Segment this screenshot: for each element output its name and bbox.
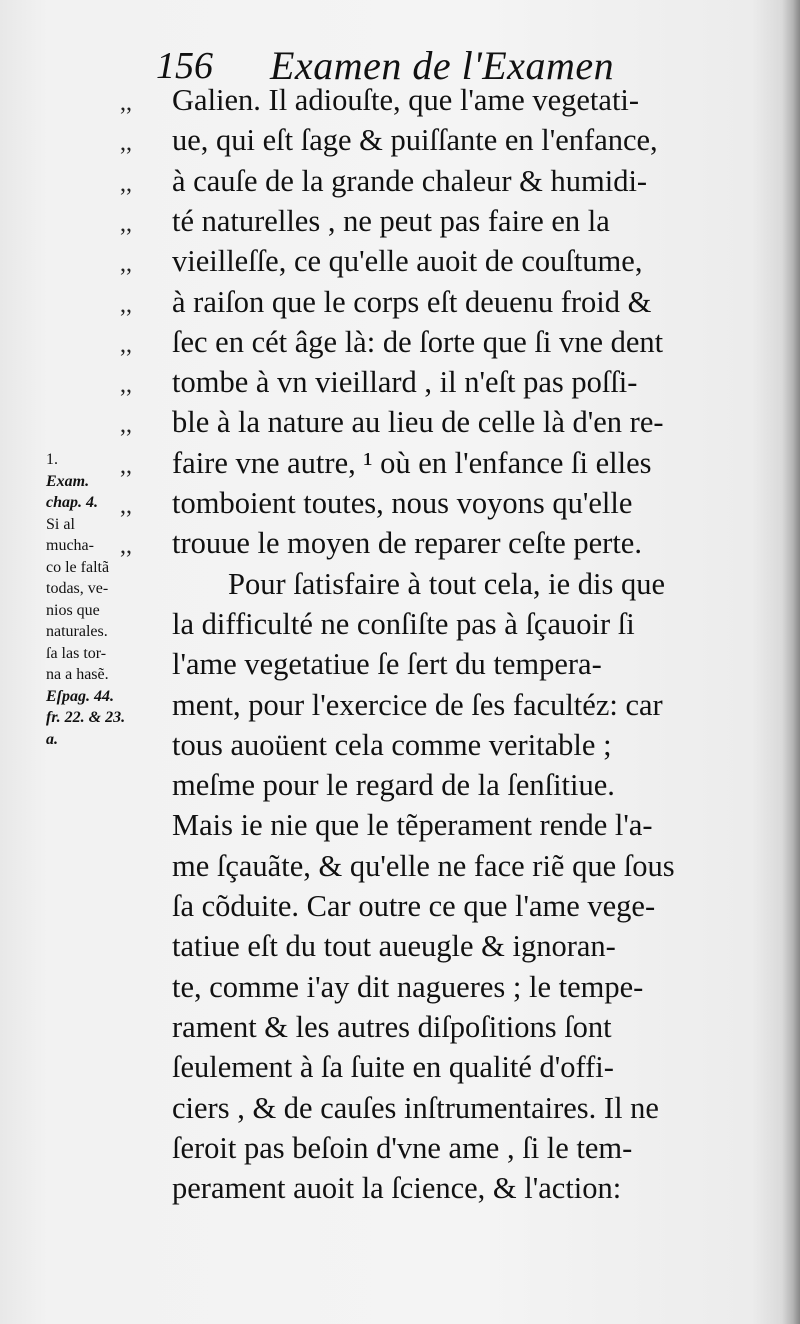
text-line-content: meſme pour le regard de la ſenſitiue. xyxy=(172,768,615,803)
text-line-content: ble à la nature au lieu de celle là d'en re- xyxy=(172,405,664,440)
text-line xyxy=(120,805,653,845)
text-line xyxy=(120,886,655,926)
text-line xyxy=(120,362,637,402)
text-line-content: tombe à vn vieillard , il n'eſt pas poſſi- xyxy=(172,365,638,400)
text-line-content: rament & les autres diſpoſitions ſont xyxy=(172,1009,612,1044)
margin-note-line: nios que xyxy=(46,601,100,619)
margin-note-line: ſa las tor- xyxy=(46,644,107,662)
text-line-content: te, comme i'ay dit nagueres ; le tempe- xyxy=(172,969,644,1004)
quotation-mark: ,, xyxy=(120,210,132,237)
text-line xyxy=(120,443,652,483)
text-line-content: ſeulement à ſa ſuite en qualité d'offi- xyxy=(172,1050,614,1085)
text-line xyxy=(120,685,663,725)
text-line-content: l'ame vegetatiue ſe ſert du tempera- xyxy=(172,647,602,682)
text-line xyxy=(120,161,647,201)
margin-note-line: Si al xyxy=(46,515,75,533)
text-line-content: ciers , & de cauſes inſtrumentaires. Il ne xyxy=(172,1090,659,1125)
quotation-mark: ,, xyxy=(120,170,132,197)
text-line-content: ſa cõduite. Car outre ce que l'ame vege- xyxy=(172,889,656,923)
quotation-mark: ,, xyxy=(120,533,132,560)
margin-note-line: mucha- xyxy=(46,537,94,554)
text-line xyxy=(120,765,615,805)
quotation-mark: ,, xyxy=(120,90,132,116)
text-line xyxy=(120,241,642,281)
text-line-content: ment, pour l'exercice de ſes facultéz: car xyxy=(172,687,663,722)
text-line-content: ſeroit pas beſoin d'vne ame , ſi le tem- xyxy=(172,1130,633,1165)
text-line-content: me ſçauãte, & qu'elle ne face riẽ que ſous xyxy=(172,848,675,883)
text-line xyxy=(120,725,612,765)
margin-note-line: Eſpag. 44. xyxy=(46,687,114,705)
quotation-mark: ,, xyxy=(120,251,132,278)
margin-note-line: chap. 4. xyxy=(46,494,98,511)
text-line-content: perament auoit la ſcience, & l'action: xyxy=(172,1171,622,1206)
text-line xyxy=(120,523,642,563)
text-line xyxy=(120,564,665,604)
text-line xyxy=(120,483,632,523)
text-line-content: tous auoüent cela comme veritable ; xyxy=(172,727,612,762)
text-line-content: Mais ie nie que le tẽperament rende l'a- xyxy=(172,808,653,843)
text-line-content: tatiue eſt du tout aueugle & ignoran- xyxy=(172,929,616,964)
quotation-mark: ,, xyxy=(120,331,132,358)
quotation-mark: ,, xyxy=(120,452,132,479)
text-line-content: la difficulté ne conſiſte pas à ſçauoir ſi xyxy=(172,606,635,641)
margin-note-line: co le faltã xyxy=(46,558,110,576)
text-line xyxy=(120,1088,659,1128)
running-title: Examen de l'Examen xyxy=(270,43,615,88)
text-line-content: tomboient toutes, nous voyons qu'elle xyxy=(172,486,633,520)
text-line xyxy=(120,967,643,1007)
margin-note-line: naturales. xyxy=(46,623,108,640)
text-line xyxy=(120,1047,614,1087)
text-line xyxy=(120,604,635,644)
text-line xyxy=(120,322,663,362)
text-line xyxy=(120,1007,612,1047)
text-line xyxy=(120,402,664,442)
text-line xyxy=(120,120,658,160)
quotation-mark: ,, xyxy=(120,412,132,439)
text-line xyxy=(120,644,602,684)
text-line xyxy=(120,201,610,241)
text-line-content: ue, qui eſt ſage & puiſſante en l'enfance, xyxy=(172,123,658,158)
quotation-mark: ,, xyxy=(120,130,132,157)
quotation-mark: ,, xyxy=(120,372,132,399)
quotation-mark: ,, xyxy=(120,493,132,519)
margin-note-line: 1. xyxy=(46,451,58,468)
text-line xyxy=(120,80,639,120)
text-line-content: à raiſon que le corps eſt deuenu froid & xyxy=(172,284,652,319)
page-number: 156 xyxy=(156,45,213,87)
page-edge-shadow xyxy=(782,0,800,1324)
text-line-content: té naturelles , ne peut pas faire en la xyxy=(172,203,610,238)
text-line xyxy=(120,926,616,966)
quotation-mark: ,, xyxy=(120,291,132,318)
text-line-content: vieilleſſe, ce qu'elle auoit de couſtume, xyxy=(172,244,643,279)
text-line-content: ſec en cét âge là: de ſorte que ſi vne dent xyxy=(172,324,664,359)
text-line xyxy=(120,846,675,886)
margin-note-line: fr. 22. & 23. xyxy=(46,709,126,726)
text-line-content: faire vne autre, ¹ où en l'enfance ſi elles xyxy=(172,445,652,480)
text-line-content: à cauſe de la grande chaleur & humidi- xyxy=(172,163,648,198)
margin-note-line: na a hasẽ. xyxy=(46,666,109,683)
text-line-content: Galien. Il adiouſte, que l'ame vegetati- xyxy=(172,83,640,117)
text-line xyxy=(120,1128,632,1168)
margin-note-line: a. xyxy=(46,730,58,748)
text-line-content: Pour ſatisfaire à tout cela, ie dis que xyxy=(228,566,666,601)
margin-note-line: Exam. xyxy=(46,472,90,490)
margin-note-line: todas, ve- xyxy=(46,580,109,597)
text-line-content: trouue le moyen de reparer ceſte perte. xyxy=(172,526,642,561)
text-line xyxy=(120,282,651,322)
text-line xyxy=(120,1168,621,1208)
